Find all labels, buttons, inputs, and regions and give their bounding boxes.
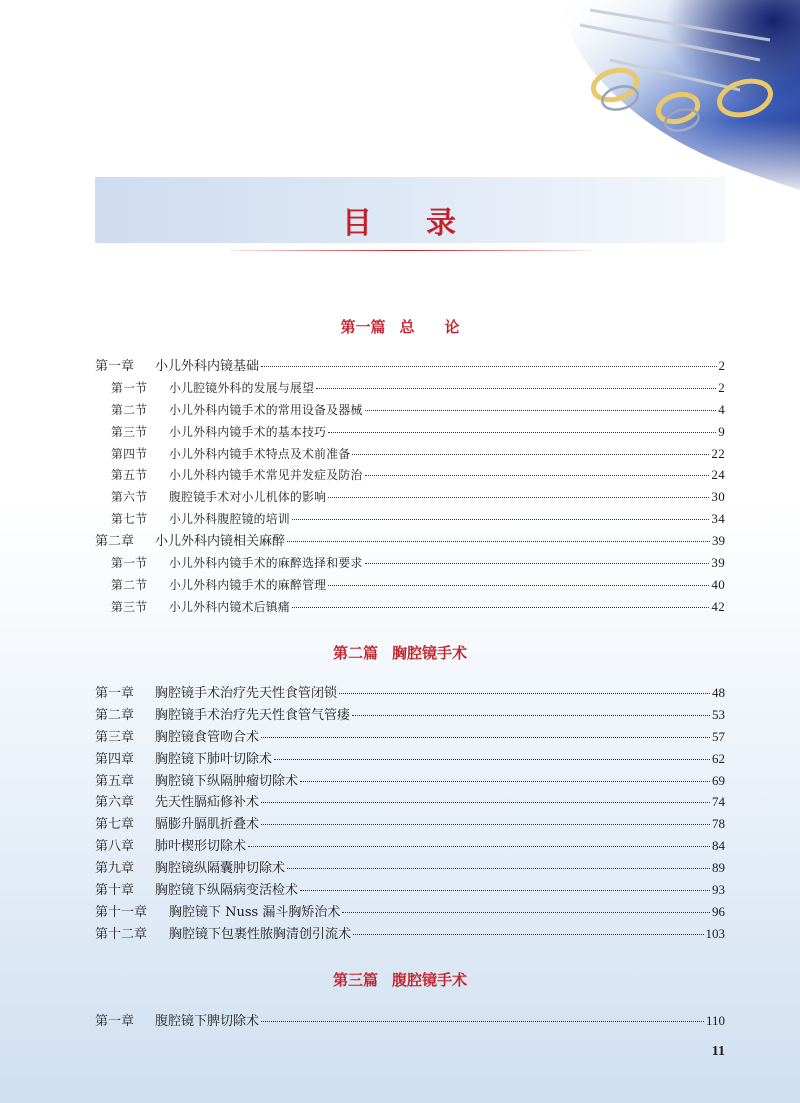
entry-number: 第一章 bbox=[95, 359, 135, 374]
entry-number: 第五节 bbox=[111, 468, 148, 483]
entry-page: 74 bbox=[712, 794, 725, 810]
entry-number: 第九章 bbox=[95, 861, 135, 877]
entry-number: 第十一章 bbox=[95, 904, 148, 920]
entry-title: 胸腔镜手术治疗先天性食管闭锁 bbox=[155, 686, 338, 701]
toc-chapter-row[interactable] bbox=[95, 748, 725, 770]
header-instruments-image bbox=[440, 0, 800, 200]
leader-dots bbox=[287, 540, 710, 542]
leader-dots bbox=[328, 431, 716, 433]
entry-number: 第五章 bbox=[95, 773, 135, 789]
leader-dots bbox=[353, 933, 703, 935]
entry-title: 腹腔镜手术对小儿机体的影响 bbox=[169, 490, 327, 505]
leader-dots bbox=[261, 365, 716, 367]
entry-title: 小儿外科内镜相关麻醉 bbox=[155, 534, 286, 550]
entry-number: 第四章 bbox=[95, 751, 135, 767]
leader-dots bbox=[287, 867, 710, 869]
entry-title: 先天性膈疝修补术 bbox=[155, 795, 260, 811]
entry-number: 第三节 bbox=[111, 424, 148, 439]
leader-dots bbox=[365, 474, 710, 476]
leader-dots bbox=[292, 606, 709, 608]
toc-part-2 bbox=[95, 682, 725, 945]
entry-number: 第四节 bbox=[111, 446, 148, 461]
entry-title: 胸腔镜纵隔囊肿切除术 bbox=[155, 861, 286, 877]
toc-chapter-row[interactable] bbox=[95, 813, 725, 835]
entry-page: 96 bbox=[712, 903, 725, 919]
entry-title: 胸腔镜下 Nuss 漏斗胸矫治术 bbox=[169, 904, 341, 920]
part-label: 第一篇 bbox=[340, 318, 386, 336]
leader-dots bbox=[328, 584, 709, 586]
entry-number: 第十二章 bbox=[95, 926, 148, 942]
toc-chapter-row[interactable] bbox=[95, 901, 725, 923]
toc-chapter-row[interactable] bbox=[95, 682, 725, 704]
part-name: 腹腔镜手术 bbox=[392, 971, 468, 989]
leader-dots bbox=[300, 889, 710, 891]
leader-dots bbox=[261, 823, 710, 825]
toc-section-row[interactable] bbox=[95, 574, 725, 596]
toc-chapter-row[interactable] bbox=[95, 923, 725, 945]
toc-section-row[interactable] bbox=[95, 486, 725, 508]
part-label: 第三篇 bbox=[332, 971, 378, 989]
part-heading bbox=[0, 969, 800, 990]
leader-dots bbox=[300, 780, 710, 782]
entry-number: 第八章 bbox=[95, 839, 135, 855]
entry-page: 34 bbox=[711, 511, 725, 527]
entry-page: 39 bbox=[711, 555, 725, 571]
toc-chapter-row[interactable] bbox=[95, 1010, 725, 1032]
leader-dots bbox=[365, 562, 710, 564]
toc-section-row[interactable] bbox=[95, 464, 725, 486]
entry-page: 57 bbox=[712, 728, 725, 744]
toc-chapter-row[interactable] bbox=[95, 726, 725, 748]
leader-dots bbox=[248, 845, 710, 847]
entry-title: 肺叶楔形切除术 bbox=[155, 839, 247, 855]
entry-title: 胸腔镜下纵隔病变活检术 bbox=[155, 883, 299, 899]
toc-part-3 bbox=[95, 1010, 725, 1032]
entry-title: 小儿外科内镜手术的麻醉管理 bbox=[169, 577, 327, 592]
entry-page: 2 bbox=[718, 358, 725, 373]
toc-chapter-row[interactable] bbox=[95, 879, 725, 901]
entry-page: 110 bbox=[705, 1013, 725, 1028]
entry-number: 第十章 bbox=[95, 883, 135, 899]
entry-title: 小儿外科内镜手术常见并发症及防治 bbox=[169, 468, 363, 483]
entry-number: 第七章 bbox=[95, 817, 135, 833]
entry-page: 39 bbox=[712, 533, 725, 549]
entry-page: 69 bbox=[712, 772, 725, 788]
part-label: 第二篇 bbox=[332, 644, 378, 662]
leader-dots bbox=[342, 911, 710, 913]
leader-dots bbox=[274, 758, 710, 760]
toc-chapter-row[interactable] bbox=[95, 835, 725, 857]
entry-title: 胸腔镜下包裹性脓胸清创引流术 bbox=[169, 926, 352, 942]
entry-page: 93 bbox=[712, 882, 725, 898]
entry-page: 89 bbox=[712, 860, 725, 876]
toc-chapter-row[interactable] bbox=[95, 857, 725, 879]
entry-page: 24 bbox=[711, 467, 725, 483]
toc-chapter-row[interactable] bbox=[95, 770, 725, 792]
toc-chapter-row[interactable] bbox=[95, 704, 725, 726]
entry-page: 62 bbox=[712, 750, 725, 766]
entry-number: 第六章 bbox=[95, 795, 135, 811]
entry-title: 胸腔镜下肺叶切除术 bbox=[155, 751, 273, 767]
leader-dots bbox=[328, 496, 709, 498]
part-heading bbox=[0, 642, 800, 663]
entry-title: 胸腔镜下纵隔肿瘤切除术 bbox=[155, 773, 299, 789]
toc-chapter-row[interactable] bbox=[95, 530, 725, 552]
toc-section-row[interactable] bbox=[95, 399, 725, 421]
entry-page: 22 bbox=[711, 445, 725, 461]
entry-title: 小儿外科内镜基础 bbox=[155, 359, 260, 374]
toc-section-row[interactable] bbox=[95, 421, 725, 443]
leader-dots bbox=[261, 801, 710, 803]
entry-title: 小儿外科内镜术后镇痛 bbox=[169, 599, 290, 614]
toc-section-row[interactable] bbox=[95, 443, 725, 465]
entry-title: 胸腔镜手术治疗先天性食管气管瘘 bbox=[155, 707, 351, 723]
part-name: 胸腔镜手术 bbox=[392, 644, 468, 662]
title-char-2: 录 bbox=[426, 206, 458, 241]
entry-title: 小儿外科内镜手术特点及术前准备 bbox=[169, 446, 351, 461]
toc-section-row[interactable] bbox=[95, 377, 725, 399]
leader-dots bbox=[261, 1020, 704, 1022]
entry-number: 第七节 bbox=[111, 512, 148, 527]
entry-number: 第二节 bbox=[111, 402, 148, 417]
toc-chapter-row[interactable] bbox=[95, 355, 725, 377]
entry-number: 第六节 bbox=[111, 490, 148, 505]
leader-dots bbox=[352, 453, 709, 455]
title-char-1: 目 bbox=[342, 206, 374, 241]
page-number: 11 bbox=[711, 1044, 725, 1059]
entry-title: 小儿腔镜外科的发展与展望 bbox=[169, 380, 315, 395]
entry-title: 小儿外科腹腔镜的培训 bbox=[169, 512, 290, 527]
toc-section-row[interactable] bbox=[95, 596, 725, 618]
entry-page: 2 bbox=[718, 379, 725, 395]
entry-page: 103 bbox=[705, 925, 725, 941]
entry-number: 第二章 bbox=[95, 707, 135, 723]
entry-number: 第三章 bbox=[95, 729, 135, 745]
title-divider bbox=[230, 250, 590, 251]
entry-number: 第三节 bbox=[111, 599, 148, 614]
entry-number: 第一章 bbox=[95, 686, 135, 701]
leader-dots bbox=[365, 409, 717, 411]
entry-title: 小儿外科内镜手术的基本技巧 bbox=[169, 424, 327, 439]
entry-number: 第一章 bbox=[95, 1014, 135, 1029]
part-heading bbox=[0, 316, 800, 337]
entry-number: 第一节 bbox=[111, 380, 148, 395]
entry-number: 第二节 bbox=[111, 577, 148, 592]
entry-title: 小儿外科内镜手术的麻醉选择和要求 bbox=[169, 556, 363, 571]
entry-page: 48 bbox=[712, 685, 725, 700]
entry-page: 4 bbox=[718, 401, 725, 417]
page-title bbox=[0, 198, 800, 242]
part-name: 总 论 bbox=[399, 318, 460, 336]
entry-page: 78 bbox=[712, 816, 725, 832]
entry-title: 膈膨升膈肌折叠术 bbox=[155, 817, 260, 833]
toc-part-1 bbox=[95, 355, 725, 618]
entry-number: 第一节 bbox=[111, 556, 148, 571]
entry-number: 第二章 bbox=[95, 534, 135, 550]
leader-dots bbox=[261, 736, 710, 738]
entry-page: 84 bbox=[712, 838, 725, 854]
entry-page: 30 bbox=[711, 489, 725, 505]
entry-title: 腹腔镜下脾切除术 bbox=[155, 1014, 260, 1029]
toc-section-row[interactable] bbox=[95, 508, 725, 530]
entry-title: 胸腔镜食管吻合术 bbox=[155, 729, 260, 745]
leader-dots bbox=[339, 692, 710, 694]
entry-page: 40 bbox=[711, 576, 725, 592]
toc-section-row[interactable] bbox=[95, 552, 725, 574]
leader-dots bbox=[292, 518, 709, 520]
entry-page: 9 bbox=[718, 423, 725, 439]
entry-page: 42 bbox=[711, 598, 725, 614]
entry-title: 小儿外科内镜手术的常用设备及器械 bbox=[169, 402, 363, 417]
toc-chapter-row[interactable] bbox=[95, 791, 725, 813]
leader-dots bbox=[352, 714, 710, 716]
entry-page: 53 bbox=[712, 706, 725, 722]
leader-dots bbox=[316, 387, 716, 389]
